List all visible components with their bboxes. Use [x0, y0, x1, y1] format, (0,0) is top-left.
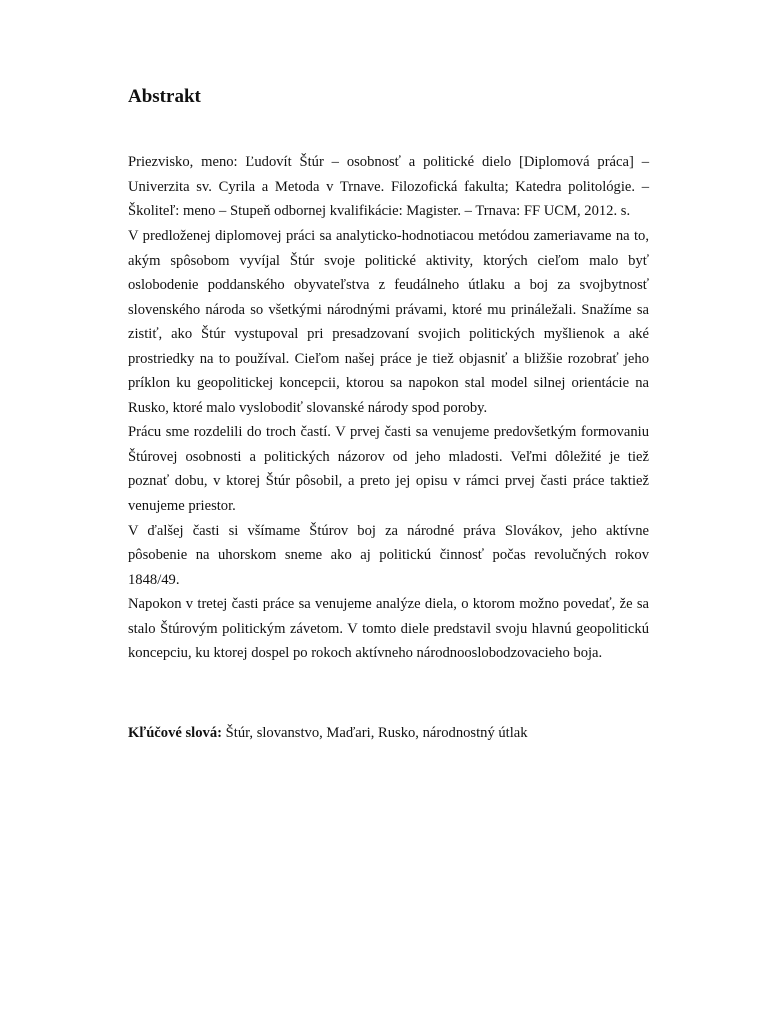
text-line: pôsobenie na uhorskom sneme ako aj politickú činnosť počas revolučných rokov [128, 547, 649, 564]
text-line: akým spôsobom vyvíjal Štúr svoje politické aktivity, ktorých cieľom malo byť [128, 252, 649, 269]
text-line: stalo Štúrovým politickým závetom. V tomto diele predstavil svoju hlavnú geopolitickú [128, 620, 649, 637]
text-line: prostriedky na to používal. Cieľom našej práce je tiež objasniť a bližšie rozobrať jeho [128, 350, 649, 367]
text-line: 1848/49. [128, 571, 180, 588]
citation-line: Univerzita sv. Cyrila a Metoda v Trnave. Filozofická fakulta; Katedra politológie. – [128, 178, 649, 195]
keywords [128, 721, 649, 746]
text-line: poznať dobu, v ktorej Štúr pôsobil, a preto jej opisu v rámci prvej časti práce taktiež [128, 473, 649, 490]
paragraph-2 [128, 420, 649, 518]
text-line: Štúrovej osobnosti a politických názorov od jeho mladosti. Veľmi dôležité je tiež [128, 448, 649, 465]
text-line: zistiť, ako Štúr vystupoval pri presadzovaní svojich politických myšlienok a aké [128, 326, 649, 343]
paragraph-1 [128, 224, 649, 420]
text-line: oslobodenie poddanského obyvateľstva z feudálneho útlaku a boj za svojbytnosť [128, 277, 649, 294]
text-line: slovenského národa so všetkými národnými právami, ktoré mu prináležali. Snažíme sa [128, 301, 649, 318]
text-line: venujeme priestor. [128, 498, 236, 515]
paragraph-3 [128, 519, 649, 593]
keywords-value: Štúr, slovanstvo, Maďari, Rusko, národnostný útlak [222, 725, 528, 741]
text-line: V predloženej diplomovej práci sa analyticko-hodnotiacou metódou zameriavame na to, [128, 228, 649, 244]
text-line: koncepciu, ku ktorej dospel po rokoch aktívneho národnooslobodzovacieho boja. [128, 645, 603, 662]
paragraph-4 [128, 592, 649, 666]
text-line: Rusko, ktoré malo vyslobodiť slovanské národy spod poroby. [128, 399, 488, 416]
text-line: Prácu sme rozdelili do troch častí. V prvej časti sa venujeme predovšetkým formovaniu [128, 424, 649, 441]
citation [128, 150, 649, 224]
keywords-label: Kľúčové slová: [128, 725, 222, 741]
text-line: príklon ku geopolitickej koncepcii, ktorou sa napokon stal model silnej orientácie na [128, 375, 649, 392]
citation-line: Školiteľ: meno – Stupeň odbornej kvalifikácie: Magister. – Trnava: FF UCM, 2012. s. [128, 203, 631, 220]
abstract-body [128, 224, 649, 666]
text-line: Napokon v tretej časti práce sa venujeme analýze diela, o ktorom možno povedať, že sa [128, 596, 649, 613]
citation-line: Priezvisko, meno: Ľudovít Štúr – osobnosť a politické dielo [Diplomová práca] – [128, 154, 649, 170]
page-title: Abstrakt [128, 86, 201, 107]
text-line: V ďalšej časti si všímame Štúrov boj za národné práva Slovákov, jeho aktívne [128, 522, 649, 539]
